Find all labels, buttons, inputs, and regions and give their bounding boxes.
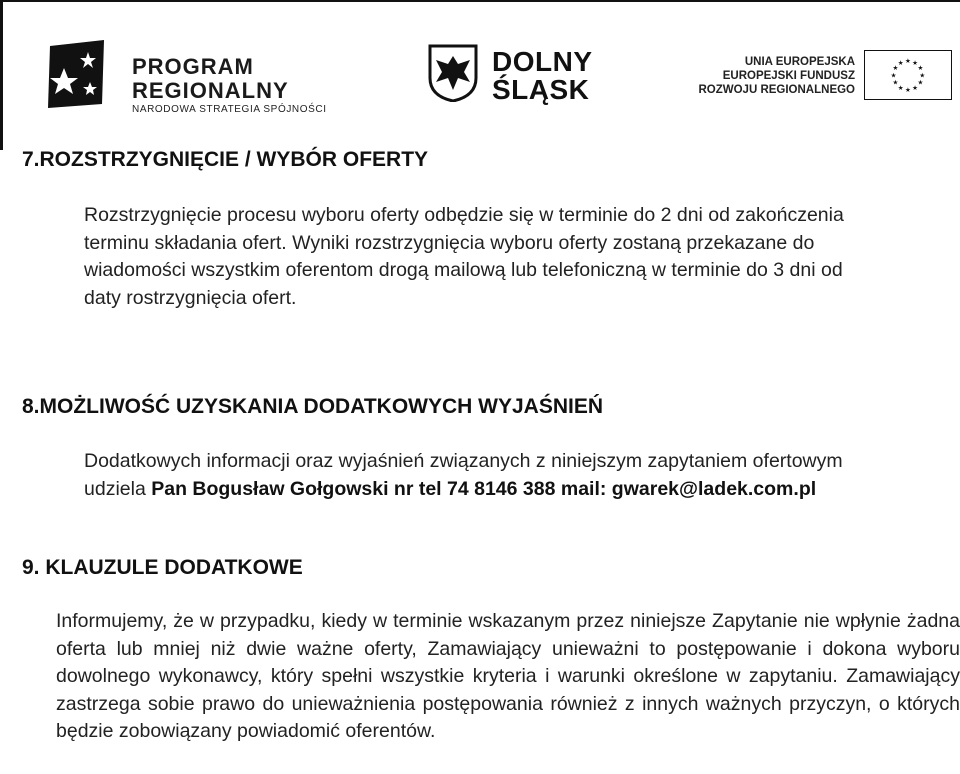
eu-star-icon: ★ [917, 79, 924, 87]
dolny-slask-logo [428, 42, 628, 112]
eu-logo [690, 50, 955, 110]
section-8-paragraph [84, 448, 896, 503]
eu-star-icon: ★ [890, 72, 897, 80]
program-line3: NARODOWA STRATEGIA SPÓJNOŚCI [132, 104, 327, 115]
section-7-text: Rozstrzygnięcie procesu wyboru oferty odbędzie się w terminie do 2 dni od zakończenia terminu składania ofert. Wyniki rozstrzygnięcia wyboru oferty zostaną przekazane do wiadomości wszystkim oferentom drogą mailową lub telefoniczną w terminie do 3 dni od daty rostrzygnięcia ofert. [84, 204, 844, 309]
eu-star-icon: ★ [919, 72, 926, 80]
eu-star-icon: ★ [892, 79, 899, 87]
eu-star-icon: ★ [912, 59, 919, 67]
eu-line1: UNIA EUROPEJSKA [744, 56, 855, 68]
logo-header [0, 30, 960, 120]
slask-text: ŚLĄSK [492, 74, 590, 105]
eu-flag-icon [864, 50, 952, 100]
dolny-text: DOLNY [492, 46, 593, 77]
contact-info: Pan Bogusław Gołgowski nr tel 74 8146 388 mail: gwarek@ladek.com.pl [151, 477, 817, 500]
eu-star-icon: ★ [904, 86, 912, 94]
section-7-title: 7.ROZSTRZYGNIĘCIE / WYBÓR OFERTY [22, 148, 429, 171]
eu-star-icon: ★ [892, 65, 899, 73]
eu-line2: EUROPEJSKI FUNDUSZ [722, 70, 855, 82]
section-8-text: Dodatkowych informacji oraz wyjaśnień związanych z niniejszym zapytaniem ofertowym udziela [84, 450, 843, 500]
eu-star-icon: ★ [912, 84, 919, 92]
eu-star-icon: ★ [897, 84, 904, 92]
eu-line3: ROZWOJU REGIONALNEGO [698, 84, 855, 96]
top-border [0, 0, 960, 2]
program-regionalny-logo [44, 38, 364, 116]
section-9-text: Informujemy, że w przypadku, kiedy w terminie wskazanym przez niniejsze Zapytanie nie wpłynie żadna oferta lub mniej niż dwie ważne oferty, Zamawiający unieważni to postępowanie i dokona wyboru dowolnego wykonawcy, który spełni wszystkie kryteria i warunki określone w zapytaniu. Zamawiający zastrzega sobie prawo do unieważnienia postępowania również z innych ważnych przyczyn, o których będzie zobowiązany powiadomić oferentów. [56, 610, 960, 742]
eagle-crest-icon [428, 44, 478, 102]
eu-star-icon: ★ [904, 58, 912, 65]
eu-star-icon: ★ [897, 59, 904, 67]
star-flag-icon [44, 38, 108, 110]
section-8-title: 8.MOŻLIWOŚĆ UZYSKANIA DODATKOWYCH WYJAŚNIEŃ [22, 395, 603, 418]
eu-star-icon: ★ [917, 65, 924, 73]
program-line1: PROGRAM [132, 54, 254, 79]
program-line2: REGIONALNY [132, 78, 289, 103]
section-9-title: 9. KLAUZULE DODATKOWE [22, 556, 303, 579]
